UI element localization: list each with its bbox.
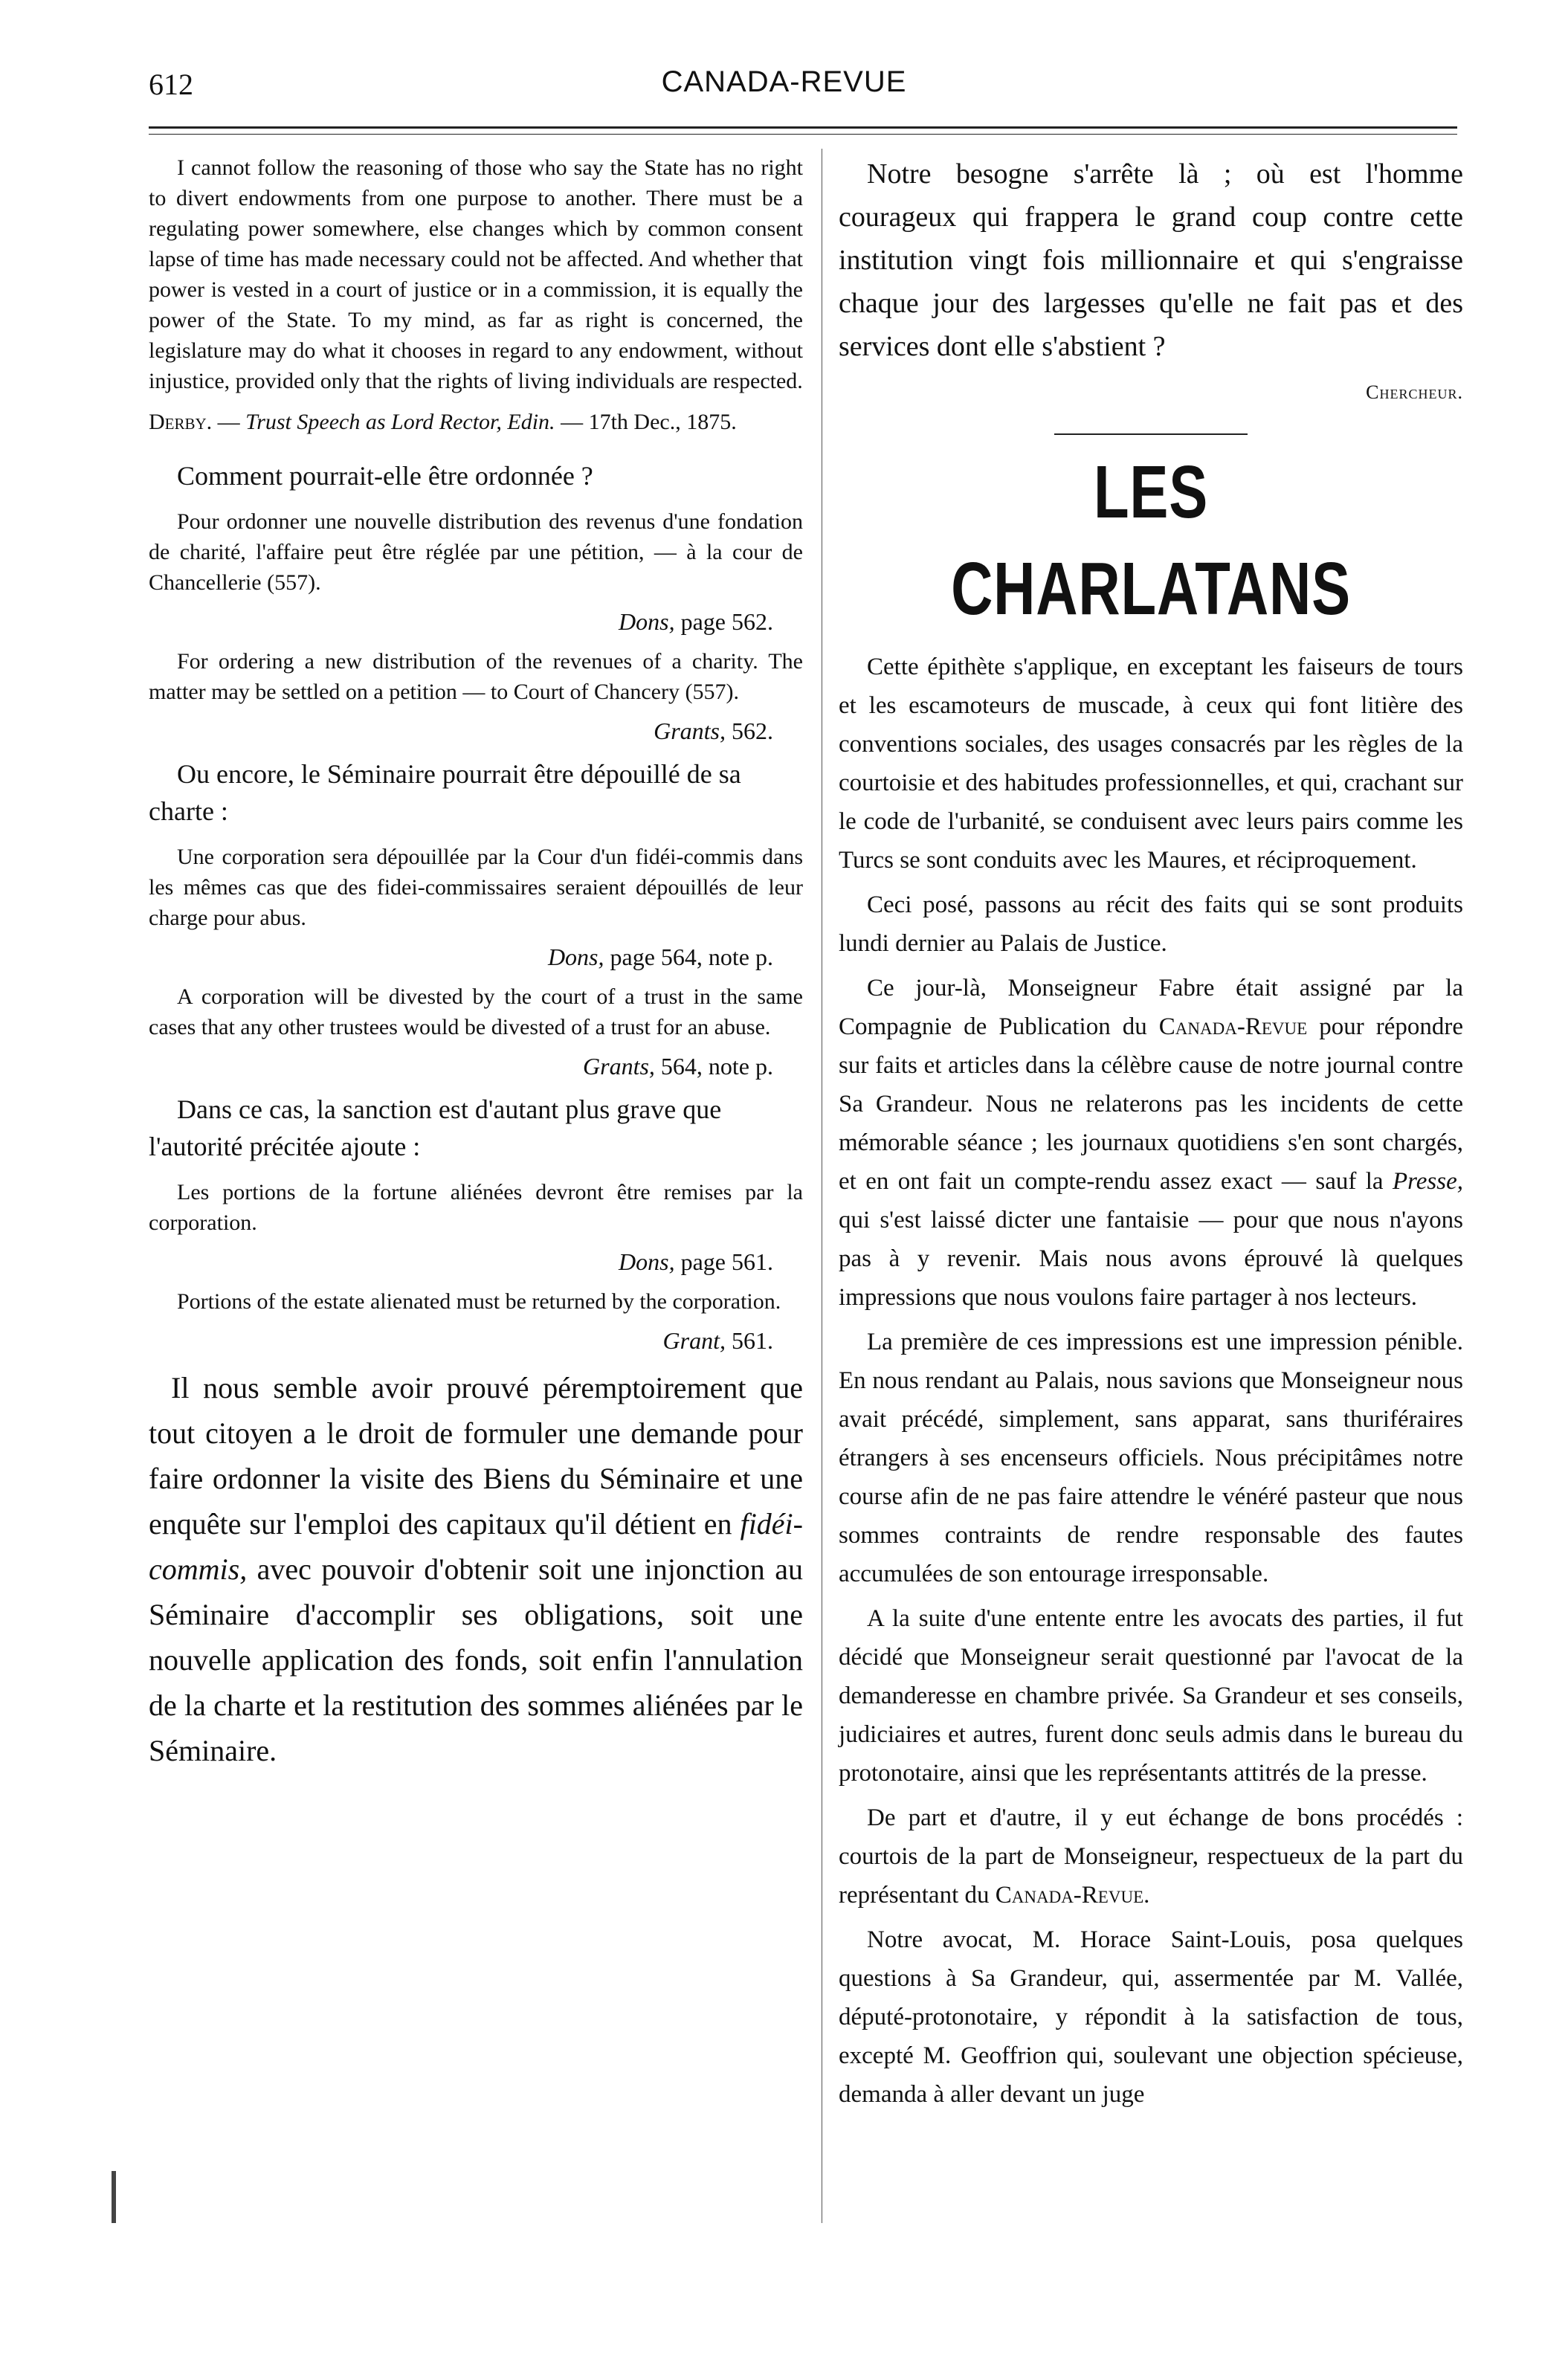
citation-french: Pour ordonner une nouvelle distribution des revenus d'une fondation de charité, l'affaire peut être réglée par une pétition, — à la cour de Chancellerie (557). [149, 509, 803, 595]
margin-mark [112, 2171, 116, 2223]
section-rule [1054, 433, 1248, 435]
section-title: LES CHARLATANS [951, 451, 1351, 630]
article-paragraph: La première de ces impressions est une impression pénible. En nous rendant au Palais, nous savions que Monseigneur nous avait précédé, simplement, sans apparat, sans thuriféraires étrangers à ses encenseurs officiels. Nous précipitâmes notre course afin de ne pas faire attendre le vénéré pasteur que nous sommes contraints de rendre responsable des fautes accumulées de son entourage irresponsable. [839, 1329, 1463, 1587]
citation-english: For ordering a new distribution of the revenues of a charity. The matter may be settled on a petition — to Court of Chancery (557). [149, 649, 803, 704]
source-title: Dons, [619, 608, 675, 635]
citation-english: Portions of the estate alienated must be returned by the corporation. [177, 1289, 781, 1314]
charter-heading: Ou encore, le Séminaire pourrait être dépouillé de sa charte : [149, 759, 741, 826]
conclusion-paragraph [149, 1365, 803, 1773]
citation-french: Une corporation sera dépouillée par la Cour d'un fidéi-commis dans les mêmes cas que des fidei-commissaires seraient dépouillés de leur charge pour abus. [149, 845, 803, 930]
attribution-dash: — [212, 410, 246, 434]
attribution-work: Trust Speech as Lord Rector, Edin. [245, 410, 555, 434]
citation-french: Les portions de la fortune aliénées devront être remises par la corporation. [149, 1180, 803, 1235]
quote-attribution [149, 407, 803, 438]
author-signature: Chercheur. [1366, 381, 1463, 403]
article-paragraph: Cette épithète s'applique, en exceptant les faiseurs de tours et les escamoteurs de muscade, à ceux qui font litière des conventions sociales, des usages consacrés par les règles de la courtoisie et des habitudes professionnelles, et qui, crachant sur le code de l'urbanité, se conduisent avec leurs pairs comme les Turcs se sont conduits avec les Maures, et réciproquement. [839, 654, 1463, 874]
sanction-heading: Dans ce cas, la sanction est d'autant plus grave que l'autorité précitée ajoute : [149, 1094, 722, 1161]
citation-source [149, 717, 803, 745]
source-page: page 564, note p. [604, 943, 773, 970]
journal-name: Canada-Revue [1158, 1013, 1308, 1040]
source-title: Grants, [583, 1053, 655, 1080]
conclusion-italic: fidéi-commis, [149, 1507, 803, 1586]
paragraph-text: De part et d'autre, il y eut échange de bons procédés : courtois de la part de Monseigneur, respectueux de la part du représentant du [839, 1804, 1463, 1909]
paragraph-text: pour répondre sur faits et articles dans la célèbre cause de notre journal contre Sa Grandeur. Nous ne relaterons pas les incidents de cette mémorable séance ; les journaux quotidiens s'en sont chargés, et en ont fait un compte-rendu assez exact — sauf la [839, 1013, 1463, 1195]
source-title: Grants, [654, 717, 726, 744]
article-paragraph [839, 1799, 1463, 1914]
source-page: 564, note p. [654, 1053, 773, 1080]
quote-english: I cannot follow the reasoning of those who say the State has no right to divert endowments from one purpose to another. There must be a regulating power somewhere, else changes which by common consent lapse of time has made necessary could not be affected. And whether that power is vested in a court of justice or in a commission, it is equally the power of the State. To my mind, as far as right is concerned, the legislature may do what it chooses in regard to any endowment, without injustice, provided only that the rights of living individuals are respected. [149, 155, 803, 393]
citation-source [149, 608, 803, 636]
citation-source [149, 1327, 803, 1355]
source-page: page 561. [674, 1248, 773, 1275]
citation-source [149, 1248, 803, 1276]
source-page: 561. [726, 1327, 773, 1354]
right-column [839, 152, 1463, 2120]
intro-paragraph: Notre besogne s'arrête là ; où est l'homme courageux qui frappera le grand coup contre cette institution vingt fois millionnaire et qui s'engraisse chaque jour des largesses qu'elle ne fait pas et des services dont elle s'abstient ? [839, 158, 1463, 362]
conclusion-text: avec pouvoir d'obtenir soit une injonction au Séminaire d'accomplir ses obligations, soit une nouvelle application des fonds, soit enfin l'annulation de la charte et la restitution des sommes aliénées par le Séminaire. [149, 1552, 803, 1767]
citation-source [149, 943, 803, 971]
citation-english: A corporation will be divested by the court of a trust in the same cases that any other trustees would be divested of a trust for an abuse. [149, 984, 803, 1039]
source-title: Dons, [547, 943, 604, 970]
header-rule-thin [149, 134, 1457, 135]
attribution-name: Derby. [149, 410, 213, 434]
source-page: 562. [726, 717, 773, 744]
question-heading: Comment pourrait-elle être ordonnée ? [177, 461, 593, 491]
newspaper-name: Presse, [1392, 1168, 1463, 1195]
page-number: 612 [149, 68, 193, 101]
attribution-date: — 17th Dec., 1875. [555, 410, 737, 434]
running-title: CANADA-REVUE [661, 65, 907, 98]
journal-name: Canada-Revue. [995, 1882, 1150, 1909]
article-paragraph: Ceci posé, passons au récit des faits qui se sont produits lundi dernier au Palais de Justice. [839, 891, 1463, 957]
source-title: Grant, [662, 1327, 726, 1354]
conclusion-text: Il nous semble avoir prouvé péremptoirement que tout citoyen a le droit de formuler une demande pour faire ordonner la visite des Biens du Séminaire et une enquête sur l'emploi des capitaux qu'il détient en [149, 1371, 803, 1541]
article-paragraph [839, 969, 1463, 1317]
article-paragraph: Notre avocat, M. Horace Saint-Louis, posa quelques questions à Sa Grandeur, qui, assermentée par M. Vallée, député-protonotaire, y répondit à la satisfaction de tous, excepté M. Geoffrion qui, soulevant une objection spécieuse, demanda à aller devant un juge [839, 1926, 1463, 2108]
source-title: Dons, [619, 1248, 675, 1275]
paragraph-text: qui s'est laissé dicter une fantaisie — pour que nous n'ayons pas à y revenir. Mais nous avons éprouvé là quelques impressions que nous voulons faire partager à nos lecteurs. [839, 1207, 1463, 1311]
paragraph-text: Ce jour-là, Monseigneur Fabre était assigné par la Compagnie de Publication du [839, 975, 1463, 1040]
left-column [149, 152, 803, 1782]
article-paragraph: A la suite d'une entente entre les avocats des parties, il fut décidé que Monseigneur serait questionné par l'avocat de la demanderesse en chambre privée. Sa Grandeur et ses conseils, judiciaires et autres, furent donc seuls admis dans le bureau du protonotaire, ainsi que les représentants attitrés de la presse. [839, 1605, 1463, 1787]
citation-source [149, 1053, 803, 1080]
source-page: page 562. [674, 608, 773, 635]
header-rule [149, 126, 1457, 129]
